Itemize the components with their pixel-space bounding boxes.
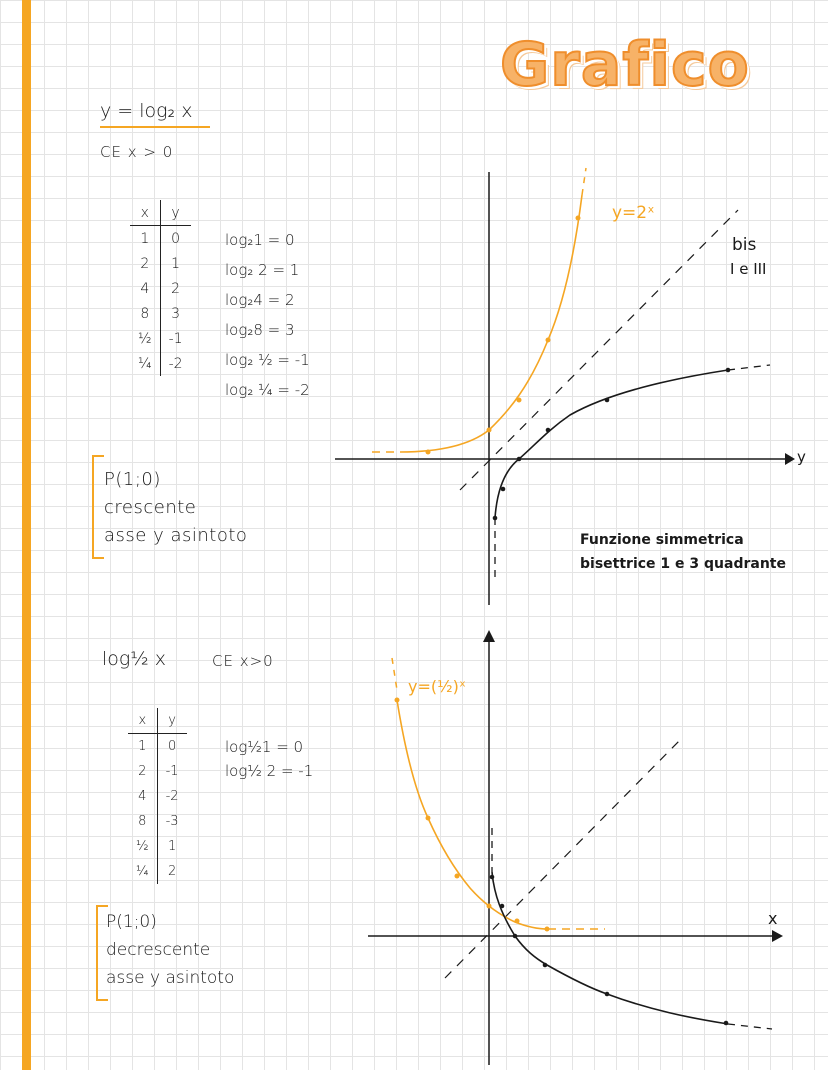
table-cell: -1: [168, 330, 183, 347]
axis-label-1: y: [797, 448, 806, 466]
x-axis-arrow-icon: [772, 930, 783, 942]
table-cell: 1: [167, 839, 177, 854]
point-label: P(1;0): [104, 469, 161, 490]
table-header-x: x: [130, 200, 160, 226]
table-cell: ¼: [130, 351, 160, 376]
function-heading-2: log½ x: [102, 648, 167, 670]
table-cell: 3: [171, 305, 181, 322]
exp-point: [487, 904, 492, 909]
log-point: [543, 963, 548, 968]
log-point: [500, 904, 505, 909]
point-label: P(1;0): [106, 912, 157, 932]
bisector-quadrants-label: I e III: [730, 260, 767, 278]
log-value: log₂ ¼ = -2: [225, 381, 310, 399]
exp-point: [426, 816, 431, 821]
exp-label: y=2ˣ: [612, 203, 655, 223]
exp-label: y=(½)ˣ: [408, 677, 466, 696]
log-value: log₂ ½ = -1: [225, 351, 310, 369]
table-cell: 2: [130, 251, 160, 276]
function-heading-1: y = log₂ x: [100, 100, 210, 128]
table-cell: 1: [128, 734, 157, 760]
table-cell: 4: [130, 276, 160, 301]
log-curve: [492, 872, 728, 1024]
page-title: Grafico: [500, 30, 750, 100]
table-header-x: x: [128, 708, 157, 734]
table-header-y: y: [157, 708, 186, 734]
table-cell: ½: [130, 326, 160, 351]
bisector-label: bis: [732, 235, 757, 255]
domain-condition-2: CE x>0: [212, 652, 274, 670]
y-axis-arrow-icon: [483, 630, 495, 642]
exp-point: [455, 874, 460, 879]
table-header-y: y: [160, 200, 190, 226]
log-value: log₂4 = 2: [225, 291, 295, 309]
symmetry-note-line1: Funzione simmetrica: [580, 532, 744, 548]
table-cell: -2: [168, 355, 183, 372]
table-cell: 2: [171, 280, 181, 297]
trend-label: decrescente: [106, 940, 211, 960]
table-cell: 2: [128, 759, 157, 784]
table-cell: ¼: [128, 859, 157, 884]
asymptote-label: asse y asintoto: [104, 525, 248, 546]
log-value: log½ 2 = -1: [225, 762, 314, 780]
exp-point: [545, 927, 550, 932]
log-curve-dash: [728, 1024, 772, 1029]
trend-label: crescente: [104, 497, 197, 518]
log-value: log₂1 = 0: [225, 231, 295, 249]
table-cell: -1: [165, 764, 179, 779]
log-point: [513, 934, 518, 939]
table-cell: 8: [130, 301, 160, 326]
table-cell: ½: [128, 834, 157, 859]
axis-label-2: x: [768, 909, 778, 928]
exp-curve-dash: [392, 658, 397, 690]
log-value: log₂ 2 = 1: [225, 261, 300, 279]
log-point: [490, 875, 495, 880]
table-cell: 8: [128, 809, 157, 834]
exp-point: [395, 698, 400, 703]
exp-curve: [397, 700, 548, 929]
symmetry-note-line2: bisettrice 1 e 3 quadrante: [580, 556, 786, 572]
table-cell: -3: [165, 814, 179, 829]
table-cell: 0: [171, 230, 181, 247]
table-cell: 0: [167, 739, 177, 754]
log-point: [724, 1021, 729, 1026]
exp-point: [515, 919, 520, 924]
table-cell: 1: [171, 255, 181, 272]
asymptote-label: asse y asintoto: [106, 968, 235, 988]
log-point: [605, 992, 610, 997]
table-cell: 2: [167, 864, 177, 879]
bisector-line: [445, 738, 682, 978]
table-cell: 4: [128, 784, 157, 809]
table-cell: 1: [130, 226, 160, 252]
log-value: log½1 = 0: [225, 738, 304, 756]
log-value: log₂8 = 3: [225, 321, 295, 339]
domain-condition-1: CE x > 0: [100, 143, 174, 161]
table-cell: -2: [165, 789, 179, 804]
